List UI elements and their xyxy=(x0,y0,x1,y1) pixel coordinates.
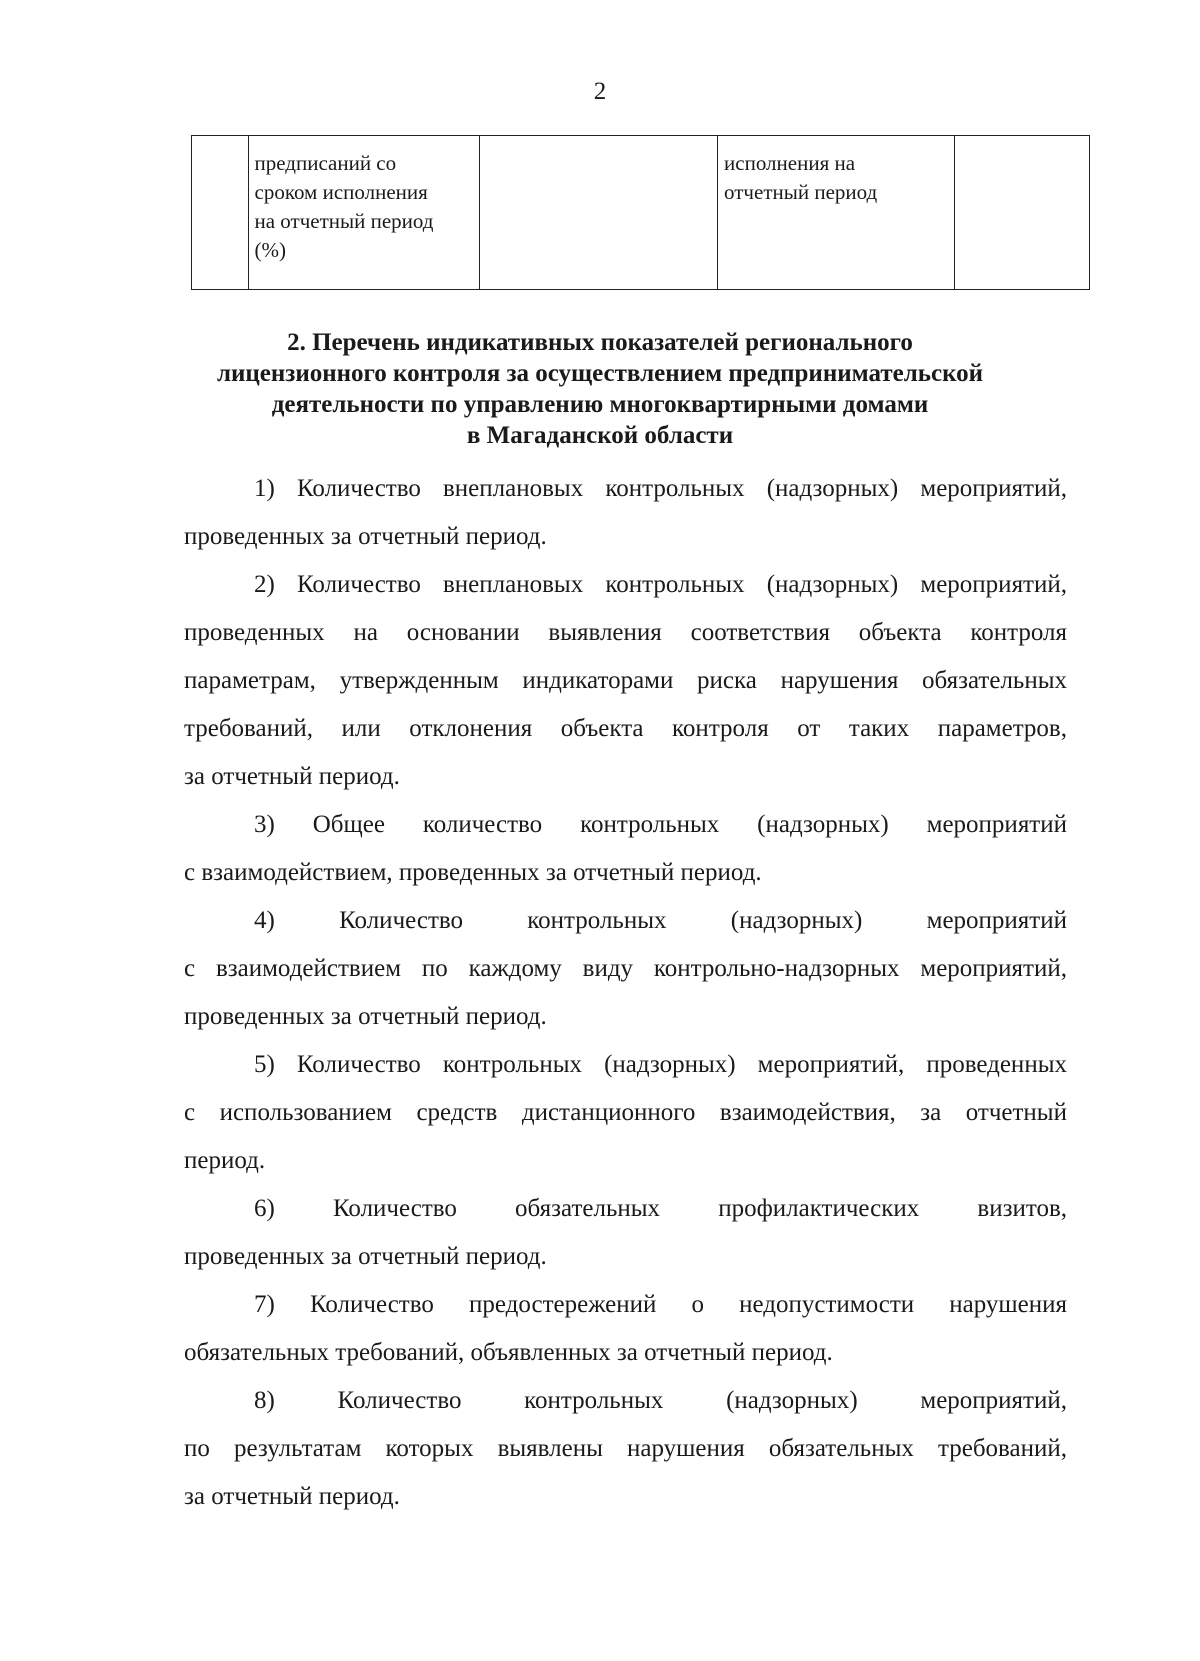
cell-text-line: исполнения на xyxy=(724,151,856,175)
item-line: с взаимодействием, проведенных за отчетный период. xyxy=(184,859,762,886)
heading-line: в Магаданской области xyxy=(466,422,734,449)
item-line: за отчетный период. xyxy=(184,1483,400,1510)
indicator-item xyxy=(184,801,1067,897)
item-line: проведенных за отчетный период. xyxy=(184,1243,547,1270)
table-cell xyxy=(718,136,955,290)
table-cell xyxy=(248,136,479,290)
table-cell xyxy=(955,136,1090,290)
continued-table xyxy=(191,135,1090,290)
indicator-list xyxy=(184,465,1067,1521)
indicator-item xyxy=(184,897,1067,1041)
item-line: параметрам, утвержденным индикаторами риска нарушения обязательных xyxy=(184,667,1067,694)
cell-text-line: сроком исполнения xyxy=(254,180,428,204)
item-line: проведенных за отчетный период. xyxy=(184,523,547,550)
item-line: требований, или отклонения объекта контроля от таких параметров, xyxy=(184,715,1067,742)
indicator-item xyxy=(184,561,1067,801)
cell-text-line: (%) xyxy=(254,238,286,262)
indicator-item xyxy=(184,1281,1067,1377)
item-line: за отчетный период. xyxy=(184,763,400,790)
heading-line: деятельности по управлению многоквартирными домами xyxy=(271,391,929,418)
cell-text-line: отчетный период xyxy=(724,180,878,204)
item-line: обязательных требований, объявленных за отчетный период. xyxy=(184,1339,833,1366)
cell-text-line: на отчетный период xyxy=(254,209,434,233)
table-cell xyxy=(479,136,717,290)
item-line: 2) Количество внеплановых контрольных (надзорных) мероприятий, xyxy=(254,571,1067,598)
table-row xyxy=(192,136,1090,290)
item-line: 4) Количество контрольных (надзорных) мероприятий xyxy=(254,907,1067,934)
item-line: 8) Количество контрольных (надзорных) мероприятий, xyxy=(254,1387,1067,1414)
indicator-item xyxy=(184,1185,1067,1281)
item-line: с использованием средств дистанционного взаимодействия, за отчетный xyxy=(184,1099,1067,1126)
heading-line: лицензионного контроля за осуществлением предпринимательской xyxy=(216,360,984,387)
page-number: 2 xyxy=(593,78,607,105)
item-line: 6) Количество обязательных профилактических визитов, xyxy=(254,1195,1067,1222)
heading-line: 2. Перечень индикативных показателей регионального xyxy=(287,329,913,356)
item-line: 5) Количество контрольных (надзорных) мероприятий, проведенных xyxy=(254,1051,1067,1078)
item-line: с взаимодействием по каждому виду контрольно-надзорных мероприятий, xyxy=(184,955,1067,982)
item-line: проведенных за отчетный период. xyxy=(184,1003,547,1030)
item-line: период. xyxy=(184,1147,266,1174)
item-line: 1) Количество внеплановых контрольных (надзорных) мероприятий, xyxy=(254,475,1067,502)
section-heading xyxy=(0,327,1200,451)
item-line: по результатам которых выявлены нарушения обязательных требований, xyxy=(184,1435,1067,1462)
cell-text-line: предписаний со xyxy=(254,151,397,175)
indicator-item xyxy=(184,465,1067,561)
item-line: проведенных на основании выявления соответствия объекта контроля xyxy=(184,619,1067,646)
indicator-item xyxy=(184,1041,1067,1185)
item-line: 3) Общее количество контрольных (надзорных) мероприятий xyxy=(254,811,1067,838)
table-cell xyxy=(192,136,249,290)
item-line: 7) Количество предостережений о недопустимости нарушения xyxy=(254,1291,1067,1318)
indicator-item xyxy=(184,1377,1067,1521)
